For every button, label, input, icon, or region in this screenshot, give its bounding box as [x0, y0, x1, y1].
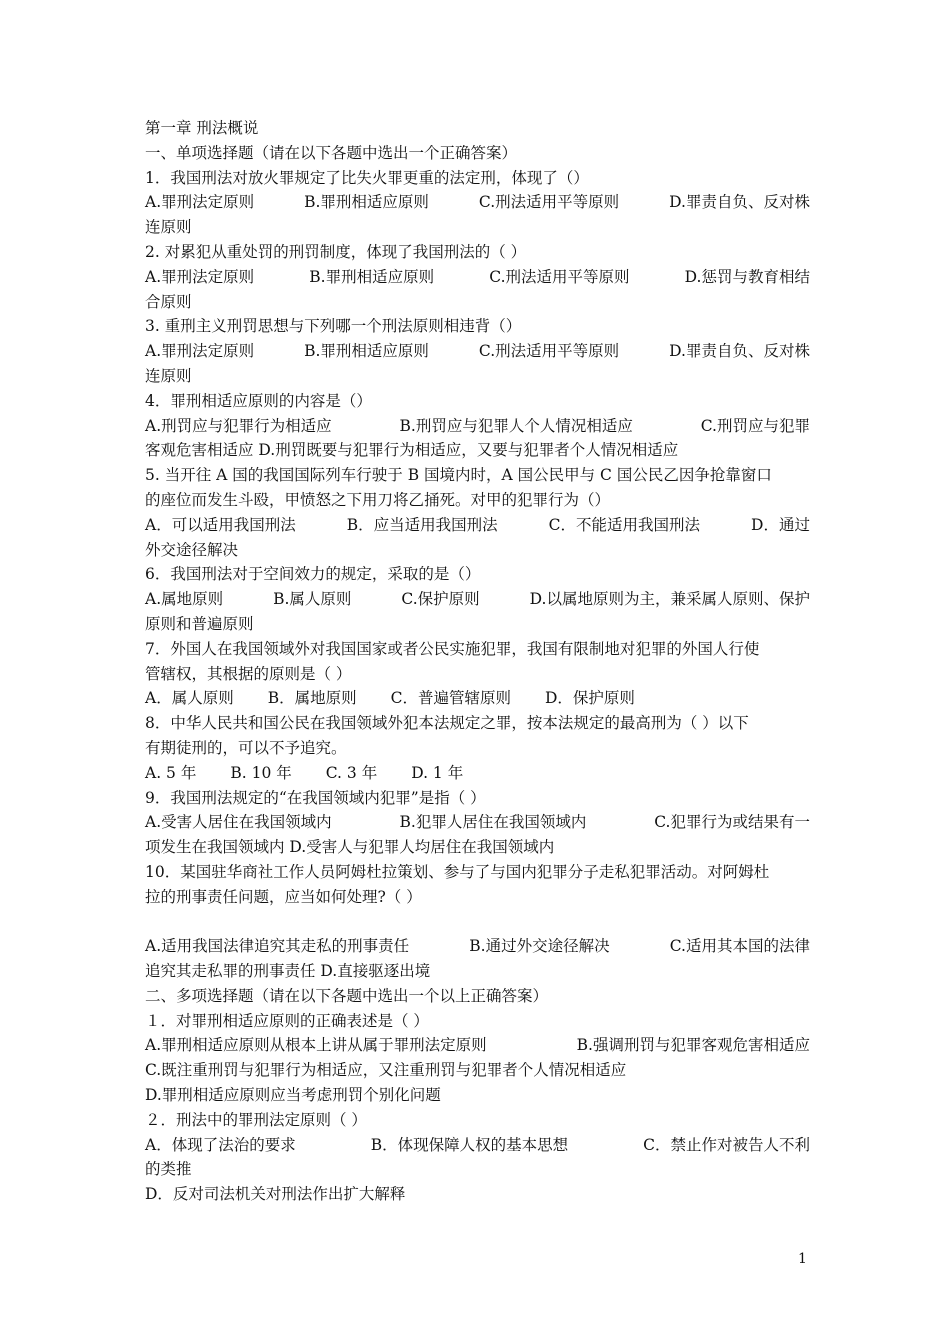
question-3-options: [145, 339, 810, 364]
option-c: C．普遍管辖原则: [390, 689, 511, 708]
question-1-continuation: 连原则: [145, 218, 192, 237]
question-1-stem: 1．我国刑法对放火罪规定了比失火罪更重的法定刑，体现了（）: [145, 168, 589, 187]
option-c: C.刑罚应与犯罪: [700, 416, 810, 435]
question-8-options: [145, 761, 810, 786]
multi-question-1-options: [145, 1033, 810, 1058]
option-a: A.属地原则: [145, 590, 224, 609]
question-5-stem-line-2: 的座位而发生斗殴，甲愤怒之下用刀将乙捅死。对甲的犯罪行为（）: [145, 490, 611, 509]
question-4-stem: 4．罪刑相适应原则的内容是（）: [145, 391, 372, 410]
multi-question-2-continuation: 的类推: [145, 1160, 192, 1179]
option-c: C.刑法适用平等原则: [478, 342, 620, 361]
question-8-stem-line-2: 有期徒刑的，可以不予追究。: [145, 738, 347, 757]
question-3-continuation: 连原则: [145, 366, 192, 385]
option-c: C.适用其本国的法律: [669, 937, 810, 956]
option-a: A. 5 年: [145, 763, 197, 782]
option-b: B.罪刑相适应原则: [304, 342, 429, 361]
question-8-stem-line-1: 8．中华人民共和国公民在我国领域外犯本法规定之罪，按本法规定的最高刑为（ ）以下: [145, 714, 749, 733]
chapter-title: 第一章 刑法概说: [145, 119, 259, 137]
option-c: C.刑法适用平等原则: [489, 267, 630, 286]
document-body: [145, 116, 810, 1207]
multi-question-1-stem: １．对罪刑相适应原则的正确表述是（ ）: [145, 1011, 429, 1030]
option-d: D．保护原则: [544, 689, 635, 708]
question-6-stem: 6．我国刑法对于空间效力的规定，采取的是（）: [145, 565, 481, 584]
option-a: A.刑罚应与犯罪行为相适应: [145, 416, 332, 435]
option-a: A．属人原则: [145, 689, 234, 708]
option-d: D.惩罚与教育相结: [684, 267, 810, 286]
option-b: B.罪刑相适应原则: [309, 267, 435, 286]
question-7-options: [145, 686, 810, 711]
question-9-continuation: 项发生在我国领域内 D.受害人与犯罪人均居住在我国领域内: [145, 838, 555, 857]
multi-question-1-option-d: D.罪刑相适应原则应当考虑刑罚个别化问题: [145, 1086, 441, 1105]
section-heading-single-choice: 一、单项选择题（请在以下各题中选出一个正确答案）: [145, 143, 518, 162]
question-9-stem: 9．我国刑法规定的“在我国领域内犯罪”是指（ ）: [145, 788, 486, 807]
question-10-continuation: 追究其走私罪的刑事责任 D.直接驱逐出境: [145, 962, 431, 981]
option-a: A.受害人居住在我国领域内: [145, 813, 332, 832]
option-b: B.强调刑罚与犯罪客观危害相适应: [576, 1036, 810, 1055]
question-5-options: [145, 513, 810, 538]
option-a: A.罪刑法定原则: [145, 193, 255, 212]
question-2-stem: 2. 对累犯从重处罚的刑罚制度，体现了我国刑法的（ ）: [145, 242, 527, 261]
option-d: D.罪责自负、反对株: [669, 342, 810, 361]
question-5-stem-line-1: 5. 当开往 A 国的我国国际列车行驶于 B 国境内时，A 国公民甲与 C 国公民乙因争抢靠窗口: [145, 466, 772, 485]
option-b: B.属人原则: [273, 590, 352, 609]
multi-question-1-option-c: C.既注重刑罚与犯罪行为相适应，又注重刑罚与犯罪者个人情况相适应: [145, 1061, 627, 1080]
option-a: A.罪刑法定原则: [145, 342, 255, 361]
question-4-continuation: 客观危害相适应 D.刑罚既要与犯罪行为相适应，又要与犯罪者个人情况相适应: [145, 441, 679, 460]
multi-question-2-stem: ２．刑法中的罪刑法定原则（ ）: [145, 1110, 367, 1129]
question-2-options: [145, 265, 810, 290]
question-10-stem-line-2: 拉的刑事责任问题，应当如何处理?（ ）: [145, 887, 422, 906]
option-b: B．体现保障人权的基本思想: [370, 1135, 569, 1154]
question-6-options: [145, 587, 810, 612]
blank-line: [145, 910, 810, 935]
question-2-continuation: 合原则: [145, 292, 192, 311]
question-5-continuation: 外交途径解决: [145, 540, 239, 559]
option-c: C．不能适用我国刑法: [548, 515, 701, 534]
option-c: C．禁止作对被告人不利: [643, 1135, 810, 1154]
question-10-stem-line-1: 10．某国驻华商社工作人员阿姆杜拉策划、参与了与国内犯罪分子走私犯罪活动。对阿姆杜: [145, 862, 770, 881]
question-6-continuation: 原则和普遍原则: [145, 614, 254, 633]
option-a: A．可以适用我国刑法: [145, 515, 296, 534]
option-d: D.以属地原则为主，兼采属人原则、保护: [529, 590, 810, 609]
page-number: 1: [798, 1251, 807, 1267]
option-b: B.通过外交途径解决: [469, 937, 610, 956]
option-d: D．通过: [751, 515, 810, 534]
option-c: C.犯罪行为或结果有一: [654, 813, 810, 832]
question-3-stem: 3. 重刑主义刑罚思想与下列哪一个刑法原则相违背（）: [145, 317, 522, 336]
option-a: A.罪刑相适应原则从根本上讲从属于罪刑法定原则: [145, 1036, 487, 1055]
option-a: A.罪刑法定原则: [145, 267, 255, 286]
option-d: D. 1 年: [411, 763, 464, 782]
option-a: A.适用我国法律追究其走私的刑事责任: [145, 937, 410, 956]
option-b: B. 10 年: [230, 763, 292, 782]
question-7-stem-line-2: 管辖权，其根据的原则是（ ）: [145, 664, 352, 683]
option-c: C.保护原则: [401, 590, 480, 609]
option-a: A．体现了法治的要求: [145, 1135, 296, 1154]
multi-question-2-option-d: D．反对司法机关对刑法作出扩大解释: [145, 1185, 406, 1204]
option-b: B.刑罚应与犯罪人个人情况相适应: [399, 416, 633, 435]
option-d: D.罪责自负、反对株: [669, 193, 810, 212]
option-b: B.犯罪人居住在我国领域内: [399, 813, 587, 832]
question-7-stem-line-1: 7．外国人在我国领域外对我国国家或者公民实施犯罪，我国有限制地对犯罪的外国人行使: [145, 639, 760, 658]
multi-question-2-options: [145, 1133, 810, 1158]
option-b: B.罪刑相适应原则: [304, 193, 429, 212]
question-10-options: [145, 934, 810, 959]
question-1-options: [145, 190, 810, 215]
option-c: C.刑法适用平等原则: [478, 193, 620, 212]
option-b: B．属地原则: [267, 689, 357, 708]
option-c: C. 3 年: [325, 763, 378, 782]
question-9-options: [145, 810, 810, 835]
option-b: B．应当适用我国刑法: [346, 515, 498, 534]
section-heading-multiple-choice: 二、多项选择题（请在以下各题中选出一个以上正确答案）: [145, 986, 549, 1005]
question-4-options: [145, 414, 810, 439]
